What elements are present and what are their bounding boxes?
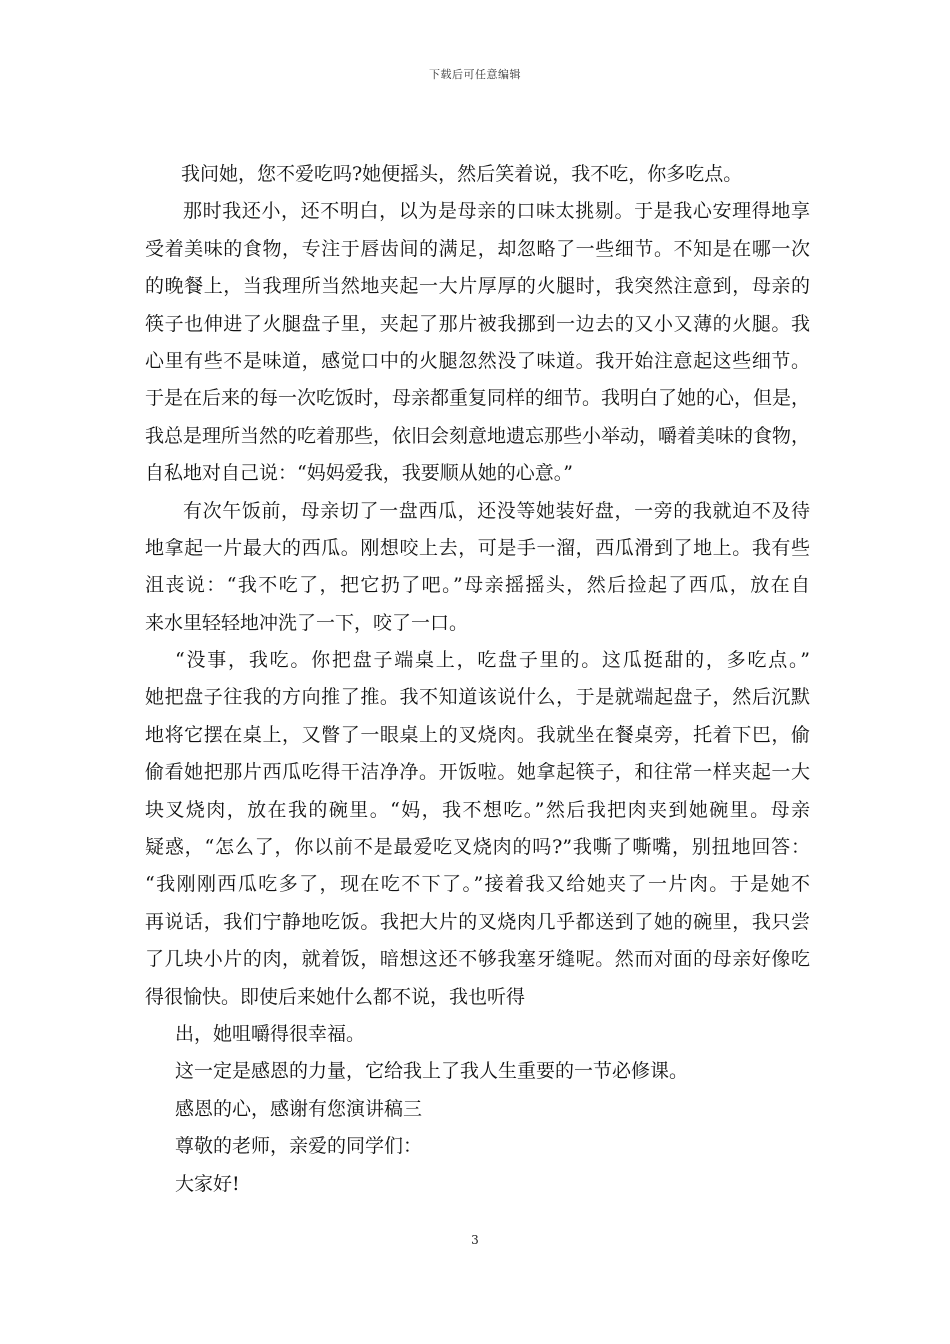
text-line: 那时我还小，还不明白，以为是母亲的口味太挑剔。于是我心安理得地享 bbox=[183, 200, 810, 223]
text-line: 我问她，您不爱吃吗?她便摇头，然后笑着说，我不吃，你多吃点。 bbox=[181, 163, 743, 185]
text-line: 有次午饭前，母亲切了一盘西瓜，还没等她装好盘，一旁的我就迫不及待 bbox=[183, 499, 810, 522]
section-title: 感恩的心，感谢有您演讲稿三 bbox=[175, 1097, 423, 1120]
text-line: 得很愉快。即使后来她什么都不说，我也听得 bbox=[145, 985, 526, 1008]
text-line: 了几块小片的肉，就着饭，暗想这还不够我塞牙缝呢。然而对面的母亲好像吃 bbox=[145, 948, 810, 971]
text-line: 沮丧说：“我不吃了，把它扔了吧。”母亲摇摇头，然后捡起了西瓜，放在自 bbox=[145, 574, 810, 597]
text-line: 偷看她把那片西瓜吃得干洁净净。开饭啦。她拿起筷子，和往常一样夹起一大 bbox=[145, 761, 810, 784]
text-line: 来水里轻轻地冲洗了一下，咬了一口。 bbox=[145, 611, 469, 634]
text-line: 出，她咀嚼得很幸福。 bbox=[175, 1022, 366, 1045]
page-header: 下载后可任意编辑 bbox=[429, 68, 521, 81]
text-line: 心里有些不是味道，感觉口中的火腿忽然没了味道。我开始注意起这些细节。 bbox=[145, 349, 810, 372]
text-line: 块叉烧肉，放在我的碗里。“妈，我不想吃。”然后我把肉夹到她碗里。母亲 bbox=[145, 798, 810, 821]
text-line: 受着美味的食物，专注于唇齿间的满足，却忽略了一些细节。不知是在哪一次 bbox=[145, 237, 810, 260]
text-line: 再说话，我们宁静地吃饭。我把大片的叉烧肉几乎都送到了她的碗里，我只尝 bbox=[145, 910, 810, 933]
text-line: 于是在后来的每一次吃饭时，母亲都重复同样的细节。我明白了她的心，但是， bbox=[145, 387, 810, 410]
page-number: 3 bbox=[471, 1233, 479, 1247]
text-line: 疑惑，“怎么了，你以前不是最爱吃叉烧肉的吗?”我嘶了嘶嘴，别扭地回答： bbox=[145, 836, 810, 859]
text-line: “没事，我吃。你把盘子端桌上，吃盘子里的。这瓜挺甜的，多吃点。” bbox=[175, 649, 810, 672]
text-line: 这一定是感恩的力量，它给我上了我人生重要的一节必修课。 bbox=[175, 1060, 689, 1083]
text-line: 地将它摆在桌上，又瞥了一眼桌上的叉烧肉。我就坐在餐桌旁，托着下巴，偷 bbox=[145, 723, 810, 746]
salutation: 尊敬的老师，亲爱的同学们： bbox=[175, 1135, 423, 1158]
text-line: 自私地对自己说：“妈妈爱我，我要顺从她的心意。” bbox=[145, 462, 573, 485]
text-line: “我刚刚西瓜吃多了，现在吃不下了。”接着我又给她夹了一片肉。于是她不 bbox=[145, 873, 810, 896]
text-line: 她把盘子往我的方向推了推。我不知道该说什么，于是就端起盘子，然后沉默 bbox=[145, 686, 810, 709]
text-line: 地拿起一片最大的西瓜。刚想咬上去，可是手一溜，西瓜滑到了地上。我有些 bbox=[145, 536, 810, 559]
text-line: 我总是理所当然的吃着那些，依旧会刻意地遗忘那些小举动，嚼着美味的食物， bbox=[145, 424, 810, 447]
document-body bbox=[145, 156, 810, 1203]
greeting: 大家好! bbox=[175, 1172, 240, 1195]
text-line: 的晚餐上，当我理所当然地夹起一大片厚厚的火腿时，我突然注意到，母亲的 bbox=[145, 275, 810, 298]
text-line: 筷子也伸进了火腿盘子里，夹起了那片被我挪到一边去的又小又薄的火腿。我 bbox=[145, 312, 810, 335]
